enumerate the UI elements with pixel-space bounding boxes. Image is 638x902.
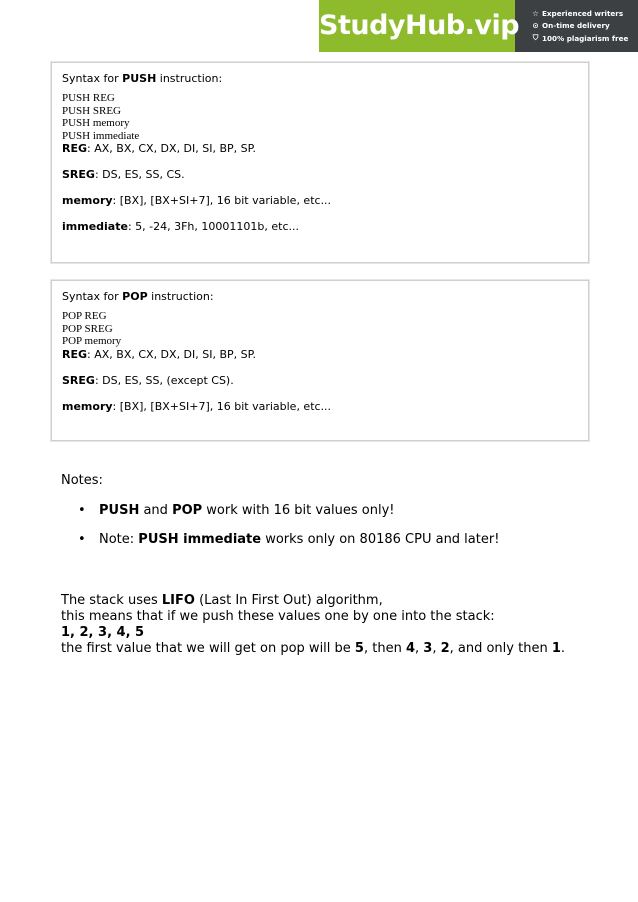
feature-plagiarism-free (531, 32, 638, 45)
star-icon: ☆ (532, 8, 539, 18)
para-text: . (560, 641, 566, 656)
pop-syntax-box (51, 280, 589, 441)
para-keyword: 3 (423, 641, 433, 656)
code-line: POP REG (62, 310, 107, 322)
code-line: PUSH SREG (62, 104, 121, 117)
clock-icon: ⊙ (532, 21, 539, 31)
def-sreg (62, 374, 588, 388)
note-keyword: POP (172, 503, 203, 518)
title-suffix: instruction: (147, 290, 214, 303)
para-keyword: 2 (440, 641, 450, 656)
para-keyword: 4 (405, 641, 415, 656)
def-text: : AX, BX, CX, DX, DI, SI, BP, SP. (87, 142, 257, 155)
title-prefix: Syntax for (62, 72, 123, 85)
para-text: , (415, 641, 424, 656)
note-text: Note: (99, 532, 139, 547)
feature-label: Experienced writers (542, 8, 624, 18)
feature-experienced-writers (531, 7, 638, 20)
notes-list (61, 503, 499, 561)
code-line: POP SREG (62, 322, 113, 335)
banner-features (531, 7, 638, 45)
def-term: REG (62, 142, 88, 155)
para-line-2: this means that if we push these values one by one into the stack: (61, 609, 495, 624)
def-text: : DS, ES, SS, (except CS). (94, 373, 234, 387)
def-text: : DS, ES, SS, CS. (94, 168, 185, 181)
feature-label: On-time delivery (542, 21, 610, 31)
def-sreg (62, 168, 588, 182)
def-term: memory (62, 399, 113, 413)
def-memory (62, 400, 588, 414)
feature-on-time-delivery (531, 20, 638, 33)
notes-heading: Notes: (61, 473, 103, 488)
note-keyword: PUSH immediate (138, 532, 262, 547)
code-line: PUSH REG (62, 92, 115, 104)
def-term: SREG (62, 373, 95, 387)
def-reg (62, 142, 588, 156)
note-keyword: PUSH (99, 503, 140, 518)
lifo-paragraph (61, 593, 621, 657)
list-item (61, 503, 499, 519)
para-text: , then (363, 641, 406, 656)
def-term: memory (62, 194, 113, 207)
title-keyword: PUSH (122, 72, 157, 85)
para-text: The stack uses (61, 593, 162, 608)
def-text: : 5, -24, 3Fh, 10001101b, etc... (127, 220, 299, 233)
bullet-icon: • (78, 532, 86, 547)
para-line-1 (61, 593, 621, 609)
title-suffix: instruction: (156, 72, 223, 85)
shield-check-icon: ⛉ (532, 33, 539, 43)
para-text: the first value that we will get on pop will be (61, 641, 355, 656)
def-text: : [BX], [BX+SI+7], 16 bit variable, etc... (112, 194, 332, 207)
push-syntax-title (62, 72, 588, 86)
para-text: , (432, 641, 441, 656)
para-line-4 (61, 641, 621, 657)
note-text: works only on 80186 CPU and later! (261, 532, 500, 547)
bullet-icon: • (78, 503, 86, 518)
def-term: SREG (62, 168, 95, 181)
code-line: PUSH immediate (62, 129, 140, 142)
list-item (61, 532, 499, 548)
para-keyword: 1 (551, 641, 561, 656)
code-line: POP memory (62, 335, 122, 347)
para-keyword: LIFO (161, 593, 195, 608)
para-text: (Last In First Out) algorithm, (194, 593, 383, 608)
para-line-3 (61, 625, 621, 641)
para-sequence: 1, 2, 3, 4, 5 (61, 625, 145, 640)
def-text: : [BX], [BX+SI+7], 16 bit variable, etc... (112, 399, 332, 413)
code-line: PUSH memory (62, 117, 130, 129)
note-text: work with 16 bit values only! (202, 503, 395, 518)
def-term: immediate (62, 220, 128, 233)
def-text: : AX, BX, CX, DX, DI, SI, BP, SP. (87, 347, 257, 361)
note-text: and (139, 503, 173, 518)
studyhub-banner[interactable] (319, 0, 638, 52)
title-keyword: POP (122, 290, 148, 303)
feature-label: 100% plagiarism free (542, 33, 629, 43)
para-keyword: 5 (354, 641, 364, 656)
def-reg (62, 348, 588, 362)
def-memory (62, 194, 588, 208)
push-syntax-box (51, 62, 589, 263)
pop-syntax-title (62, 290, 588, 304)
title-prefix: Syntax for (62, 290, 123, 303)
studyhub-logo[interactable]: StudyHub.vip (319, 0, 515, 52)
def-term: REG (62, 347, 88, 361)
def-immediate (62, 220, 588, 234)
para-text: , and only then (449, 641, 552, 656)
